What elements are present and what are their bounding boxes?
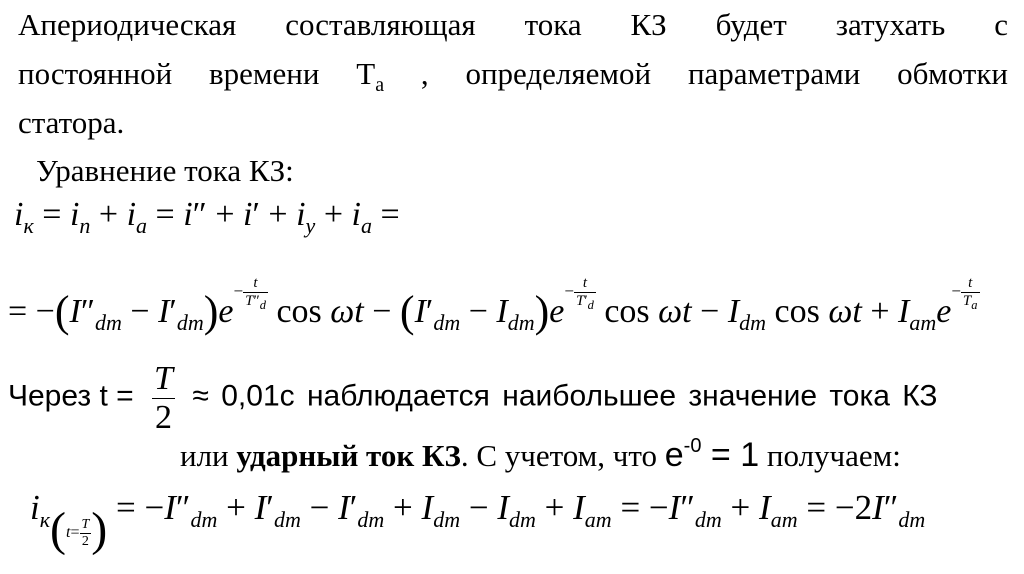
through-prefix: Через t =	[8, 379, 143, 413]
paragraph-line-2-part-a: постоянной времени T	[18, 56, 376, 91]
equation-heading: Уравнение тока КЗ:	[36, 153, 294, 188]
impact-bold-term: ударный ток КЗ	[236, 438, 461, 473]
e-base: e	[664, 436, 684, 474]
equation-current-sum: $i_к = i_п + i_a = i'' + i' + i_у + i_a$ =	[14, 196, 400, 238]
impact-pre: или	[180, 438, 237, 473]
time-constant-subscript: a	[375, 74, 385, 97]
equals-one: = 1	[701, 436, 760, 474]
impact-mid: . С учетом, что	[460, 438, 665, 473]
half-period-fraction	[152, 360, 175, 437]
fraction-numerator: T	[154, 360, 173, 397]
paragraph-line-1: Апериодическая составляющая тока КЗ будет затухать с	[18, 7, 1008, 42]
paragraph-line-3: статора.	[18, 105, 125, 140]
impact-post: получаем:	[759, 438, 901, 473]
paragraph-line-2-part-b: , определяемой параметрами обмотки	[420, 56, 1008, 91]
equation-impact-current: $i_к(t=$ $\frac{T}{2}$ ) = $-I''_{dm} + I'_{dm} - I'_{dm} + I_{dm} - I_{dm} + I_{am} = -I''_{dm} + I_{am} = -2I''_{dm}$	[30, 488, 926, 556]
equation-current-expanded: = $-(I''_{dm} - I'_{dm})e-$ $\frac{t}{T''_d}$ $\cos \omega t - (I'_{dm} - I_{dm})e-$ $\frac{t}{T'_d}$ $\cos \omega t - I_{dm}$ $\cos \omega t + I_{am}e-$ $\frac{t}{T_a}$	[8, 274, 978, 336]
through-line	[8, 360, 938, 437]
e-exponent: -0	[683, 435, 702, 457]
through-approx: ≈ 0,01с наблюдается наибольшее значение тока КЗ	[192, 379, 938, 413]
paragraph-line-2	[18, 55, 1008, 97]
fraction-denominator: 2	[152, 398, 175, 437]
impact-current-line	[180, 436, 901, 475]
